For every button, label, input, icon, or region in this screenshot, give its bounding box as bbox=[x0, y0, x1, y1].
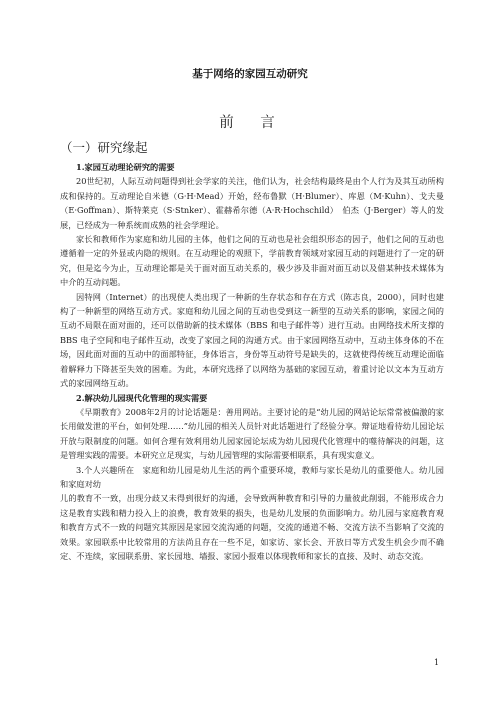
document-title: 基于网络的家园互动研究 bbox=[192, 68, 308, 80]
subsection-heading: 1.家园互动理论研究的需要 bbox=[76, 162, 175, 172]
section-heading: （一）研究缘起 bbox=[60, 140, 148, 155]
paragraph: 儿的教育不一致，出现分歧又未得到很好的沟通，会导致两种教育和引导的力量彼此削弱，不能形成合力这是教育实践和精力投入上的浪费，教育效果的损失，也是幼儿发展的负面影响力。幼儿园与家庭教育观和教育方式不一致的问题究其原因是家园交流沟通的问题，交流的通道不畅、交流方法不当影响了交流的效果。家园联系中比较常用的方法尚且存在一些不足，如家访、家长会、开放日等方式发生机会少而不确定、不连续，家园联系册、家长园地、墙报、家园小报难以体现教师和家长的直接、及时、动态交流。 bbox=[60, 493, 444, 561]
page-number: 1 bbox=[434, 658, 440, 667]
body-text bbox=[60, 160, 444, 563]
paragraph: 20世纪初，人际互动问题得到社会学家的关注，他们认为，社会结构最终是由个人行为及其互动所构成和保持的。互动理论自米德（G·H·Mead）开始，经布鲁默（H·Blumer）、库恩（M·Kuhn）、戈夫曼（E·Goffman）、斯特莱克（S·Stnker）、霍赫希尔德（A·R·Hochschild） 伯杰（J·Berger）等人的发展，已经成为一种系统而成熟的社会学理论。 bbox=[60, 176, 444, 230]
preface-heading: 前 言 bbox=[219, 115, 281, 131]
paragraph: 家长和教师作为家庭和幼儿园的主体，他们之间的互动也是社会组织形态的因子，他们之间的互动也遵循着一定的外显或内隐的规则。在互动理论的观照下，学前教育领域对家园互动的问题进行了一定的研究，但是迄今为止，互动理论都是关于面对面互动关系的，极少涉及非面对面互动以及借某种技术媒体为中介的互动问题。 bbox=[60, 234, 444, 288]
subsection-heading: 2.解决幼儿园现代化管理的现实需要 bbox=[76, 392, 208, 403]
paragraph: 因特网（Internet）的出现使人类出现了一种新的生存状态和存在方式（陈志良，2000），同时也建构了一种新型的网络互动方式。家庭和幼儿园之间的互动也受到这一新型的互动关系的影响，家园之间的互动不局限在面对面的，还可以借助新的技术媒体（BBS 和电子邮件等）进行互动。由网络技术所支撑的 BBS 电子空间和电子邮件互动，改变了家园之间的沟通方式。由于家园网络互动中，互动主体身体的不在场，因此面对面的互动中的面部特征，身体语言，身份等互动符号是缺失的，这就使得传统互动理论面临着解释力下降甚至失效的困难。为此，本研究选择了以网络为基础的家园互动，着重讨论以文本为互动方式的家园网络互动。 bbox=[60, 291, 444, 389]
paragraph: 《早期教育》2008年2月的讨论话题是：善用网站。主要讨论的是“幼儿园的网站论坛常常被偏激的家长用做发泄的平台，如何处理……”幼儿园的相关人员针对此话题进行了经验分享。辩证地看待幼儿园论坛开放与限制度的问题。如何合理有效利用幼儿园家园论坛成为幼儿园现代化管理中的噬待解决的问题，这是管理实践的需要。本研究立足现实，与幼儿园管理的实际需要相联系，具有现实意义。 bbox=[60, 406, 444, 461]
subsection-heading: 3.个人兴趣所在 家庭和幼儿园是幼儿生活的两个重要环境，教师与家长是幼儿的重要他人。幼儿园和家庭对幼 bbox=[60, 464, 444, 489]
